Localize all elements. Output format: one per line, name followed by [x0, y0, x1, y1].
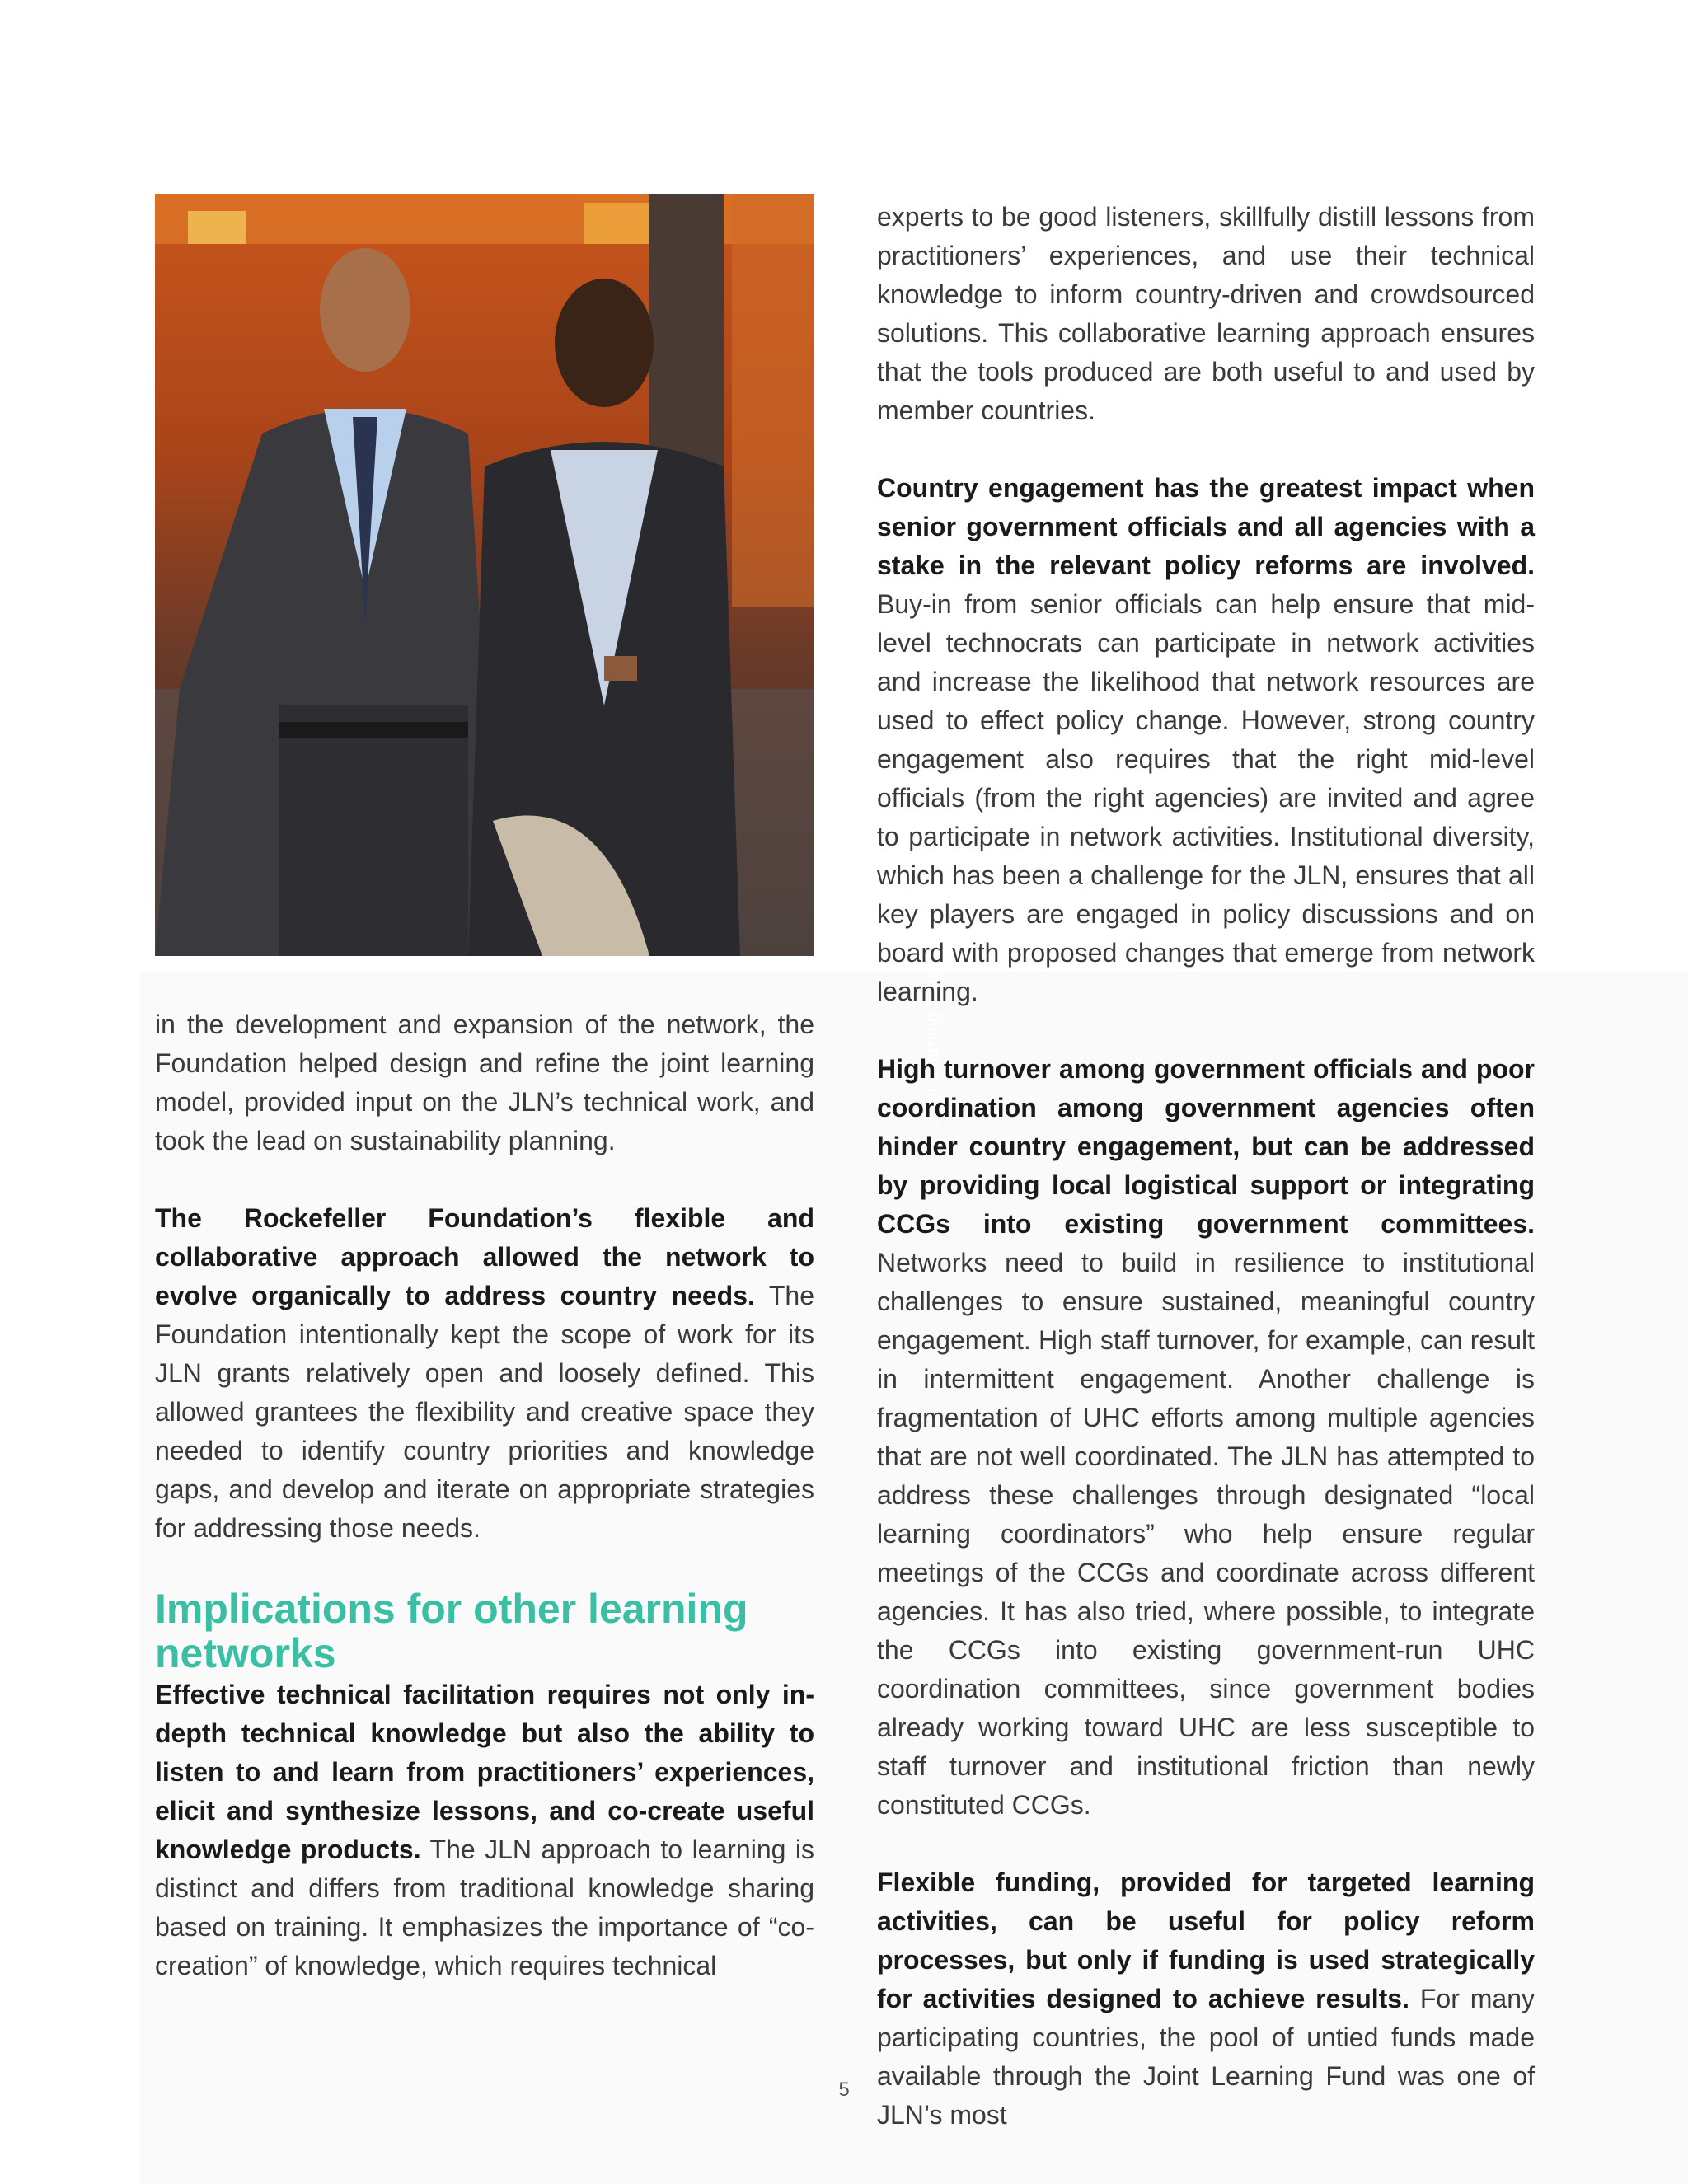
section-heading: Implications for other learning networks [155, 1586, 748, 1676]
left-column [155, 1005, 814, 2024]
right-column [877, 198, 1535, 2173]
photo-credit: Joint Learning Network for Universal Health Coverage © [921, 673, 942, 1126]
paragraph: High turnover among government officials and poor coordination among government agencies often hinder country engagement, but can be addressed by providing local logistical support or integrating CCGs into existing government committees. Networks need to build in resilience to institutional challenges to ensure sustained, meaningful country engagement. High staff turnover, for example, can result in intermittent engagement. Another challenge is fragmentation of UHC efforts among multiple agencies that are not well coordinated. The JLN has attempted to address these challenges through designated “local learning coordinators” who help ensure regular meetings of the CCGs and coordinate across different agencies. It has also tried, where possible, to integrate the CCGs into existing government-run UHC coordination committees, since government bodies already working toward UHC are less susceptible to staff turnover and institutional friction than newly constituted CCGs. [877, 1054, 1535, 1820]
paragraph: The Rockefeller Foundation’s flexible and collaborative approach allowed the network to evolve organically to address country needs. The Foundation intentionally kept the scope of work for its JLN grants relatively open and loosely defined. This allowed grantees the flexibility and creative space they needed to identify country priorities and knowledge gaps, and develop and iterate on appropriate strategies for addressing those needs. [155, 1203, 815, 1543]
paragraph: Effective technical facilitation requires not only in-depth technical knowledge but also the ability to listen to and learn from practitioners’ experiences, elicit and synthesize lessons, and co-create useful knowledge products. The JLN approach to learning is distinct and differs from traditional knowledge sharing based on training. It emphasizes the importance of “co-creation” of knowledge, which requires technical [155, 1680, 815, 1980]
paragraph: Country engagement has the greatest impact when senior government officials and all agencies with a stake in the relevant policy reforms are involved. Buy-in from senior officials can help ensure that mid-level technocrats can participate in network activities and increase the likelihood that network resources are used to effect policy change. However, strong country engagement also requires that the right mid-level officials (from the right agencies) are invited and agree to participate in network activities. Institutional diversity, which has been a challenge for the JLN, ensures that all key players are engaged in policy discussions and on board with proposed changes that emerge from network learning. [877, 473, 1535, 1006]
page-number: 5 [838, 2079, 850, 2101]
paragraph: in the development and expansion of the network, the Foundation helped design and refine the joint learning model, provided input on the JLN’s technical work, and took the lead on sustainability planning. [155, 1010, 814, 1155]
paragraph: Flexible funding, provided for targeted learning activities, can be useful for policy reform processes, but only if funding is used strategically for activities designed to achieve results. For many participating countries, the pool of untied funds made available through the Joint Learning Fund was one of JLN’s most [877, 1868, 1536, 2130]
paragraph: experts to be good listeners, skillfully distill lessons from practitioners’ experiences, and use their technical knowledge to inform country-driven and crowdsourced solutions. This collaborative learning approach ensures that the tools produced are both useful to and used by member countries. [877, 202, 1535, 425]
photo-illustration [155, 194, 814, 956]
